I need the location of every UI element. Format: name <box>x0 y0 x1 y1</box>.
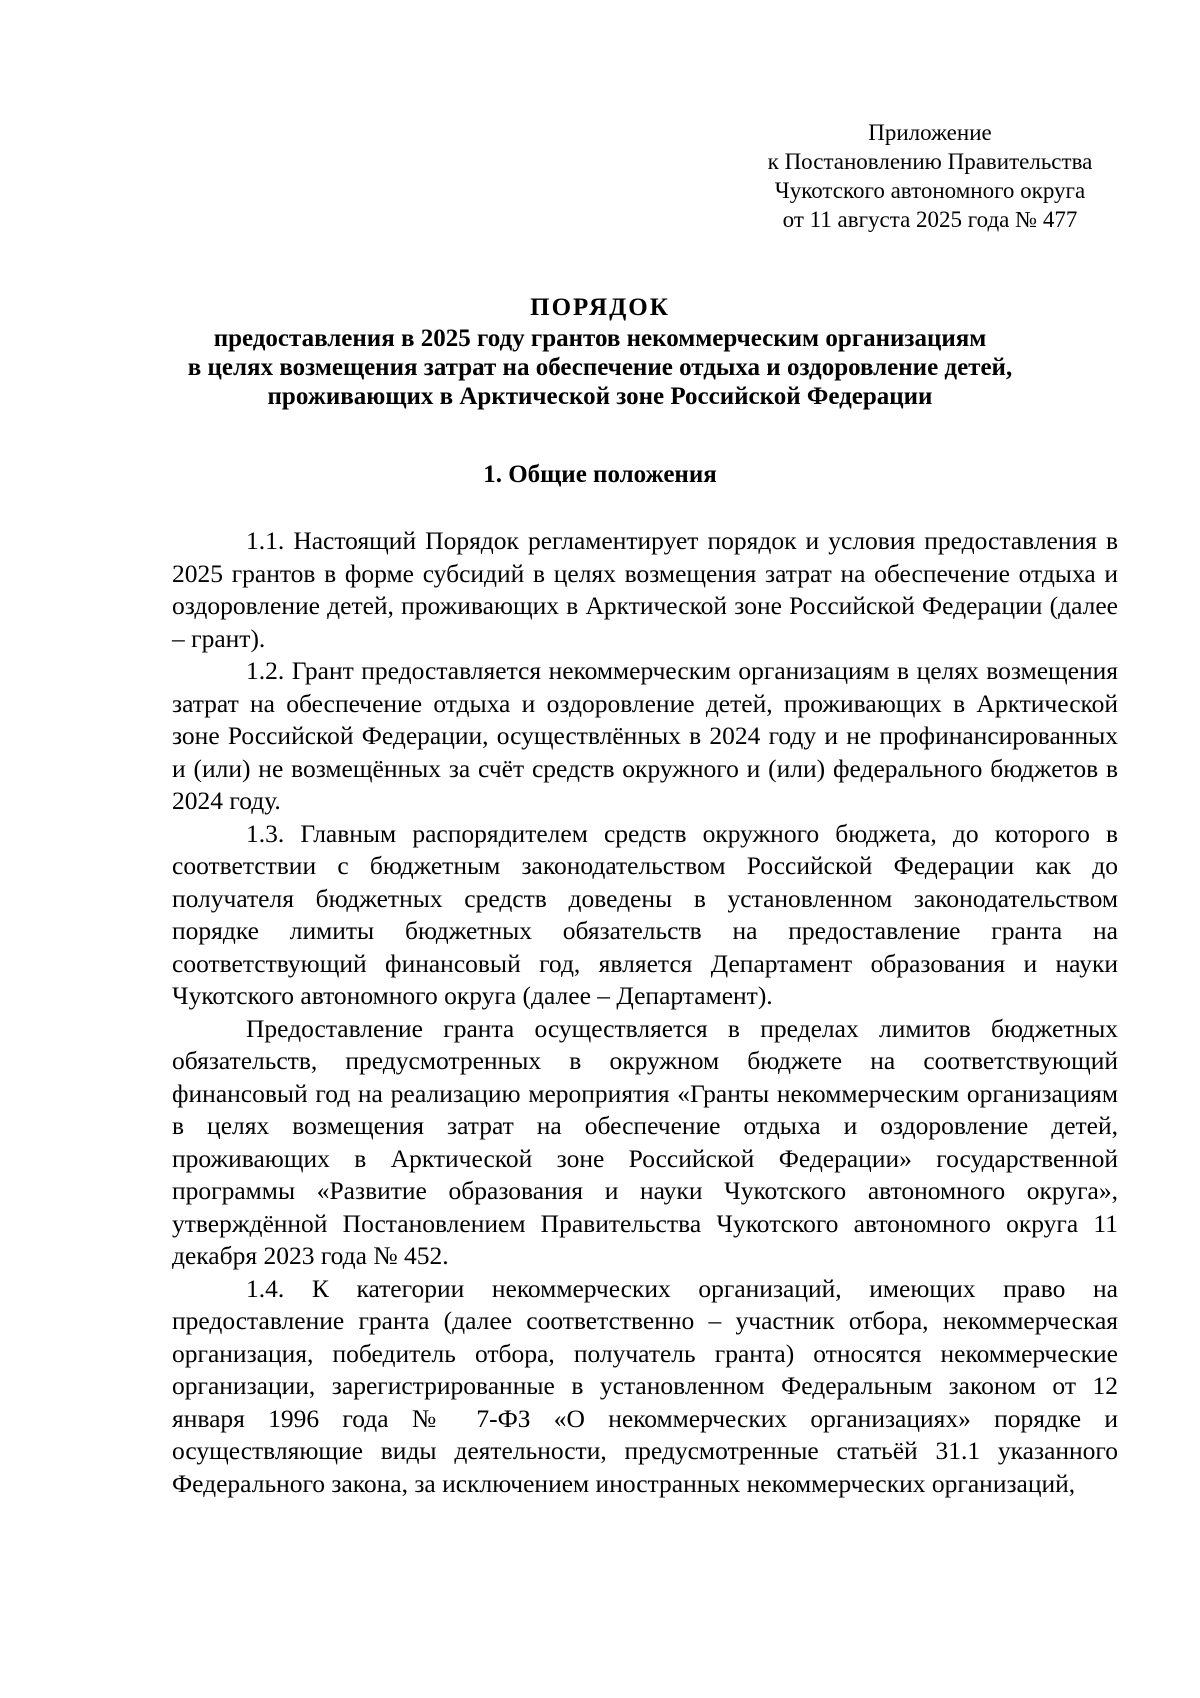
appendix-header <box>740 118 1120 234</box>
appendix-line-1: Приложение <box>868 120 992 145</box>
section-heading: 1. Общие положения <box>483 461 717 488</box>
title-line-1: предоставления в 2025 году грантов некоммерческим организациям <box>213 325 987 352</box>
appendix-line-2: к Постановлению Правительства <box>767 149 1093 174</box>
appendix-line-4: от 11 августа 2025 года № 477 <box>782 207 1078 232</box>
paragraph-1-3: 1.3. Главным распорядителем средств окружного бюджета, до которого в соответствии с бюджетным законодательством Российской Федерации как до получателя бюджетных средств доведены в установленном законодательством порядке лимиты бюджетных обязательств на предоставление гранта на соответствующий финансовый год, является Департамент образования и науки Чукотского автономного округа (далее – Департамент). <box>172 818 1118 1010</box>
section-body <box>172 525 1118 1500</box>
paragraph-1-3-continued: Предоставление гранта осуществляется в пределах лимитов бюджетных обязательств, предусмотренных в окружном бюджете на соответствующий финансовый год на реализацию мероприятия «Гранты некоммерческим организациям в целях возмещения затрат на обеспечение отдыха и оздоровление детей, проживающих в Арктической зоне Российской Федерации» государственной программы «Развитие образования и науки Чукотского автономного округа», утверждённой Постановлением Правительства Чукотского автономного округа 11 декабря 2023 года № 452. <box>172 1013 1118 1270</box>
document-title <box>160 293 1040 411</box>
appendix-line-3: Чукотского автономного округа <box>774 178 1086 203</box>
paragraph-1-4: 1.4. К категории некоммерческих организаций, имеющих право на предоставление гранта (далее соответственно – участник отбора, некоммерческая организация, победитель отбора, получатель гранта) относятся некоммерческие организации, зарегистрированные в установленном Федеральным законом от 12 января 1996 года № 7-ФЗ «О некоммерческих организациях» порядке и осуществляющие виды деятельности, предусмотренные статьёй 31.1 указанного Федерального закона, за исключением иностранных некоммерческих организаций, <box>172 1273 1118 1498</box>
title-main: ПОРЯДОК <box>530 294 670 321</box>
paragraph-1-1: 1.1. Настоящий Порядок регламентирует порядок и условия предоставления в 2025 грантов в форме субсидий в целях возмещения затрат на обеспечение отдыха и оздоровление детей, проживающих в Арктической зоне Российской Федерации (далее – грант). <box>172 526 1118 653</box>
title-line-2: в целях возмещения затрат на обеспечение отдыха и оздоровление детей, <box>187 354 1013 381</box>
paragraph-1-2: 1.2. Грант предоставляется некоммерческим организациям в целях возмещения затрат на обеспечение отдыха и оздоровление детей, проживающих в Арктической зоне Российской Федерации, осуществлённых в 2024 году и не профинансированных и (или) не возмещённых за счёт средств окружного и (или) федерального бюджетов в 2024 году. <box>172 656 1118 815</box>
title-line-3: проживающих в Арктической зоне Российской Федерации <box>267 383 933 410</box>
